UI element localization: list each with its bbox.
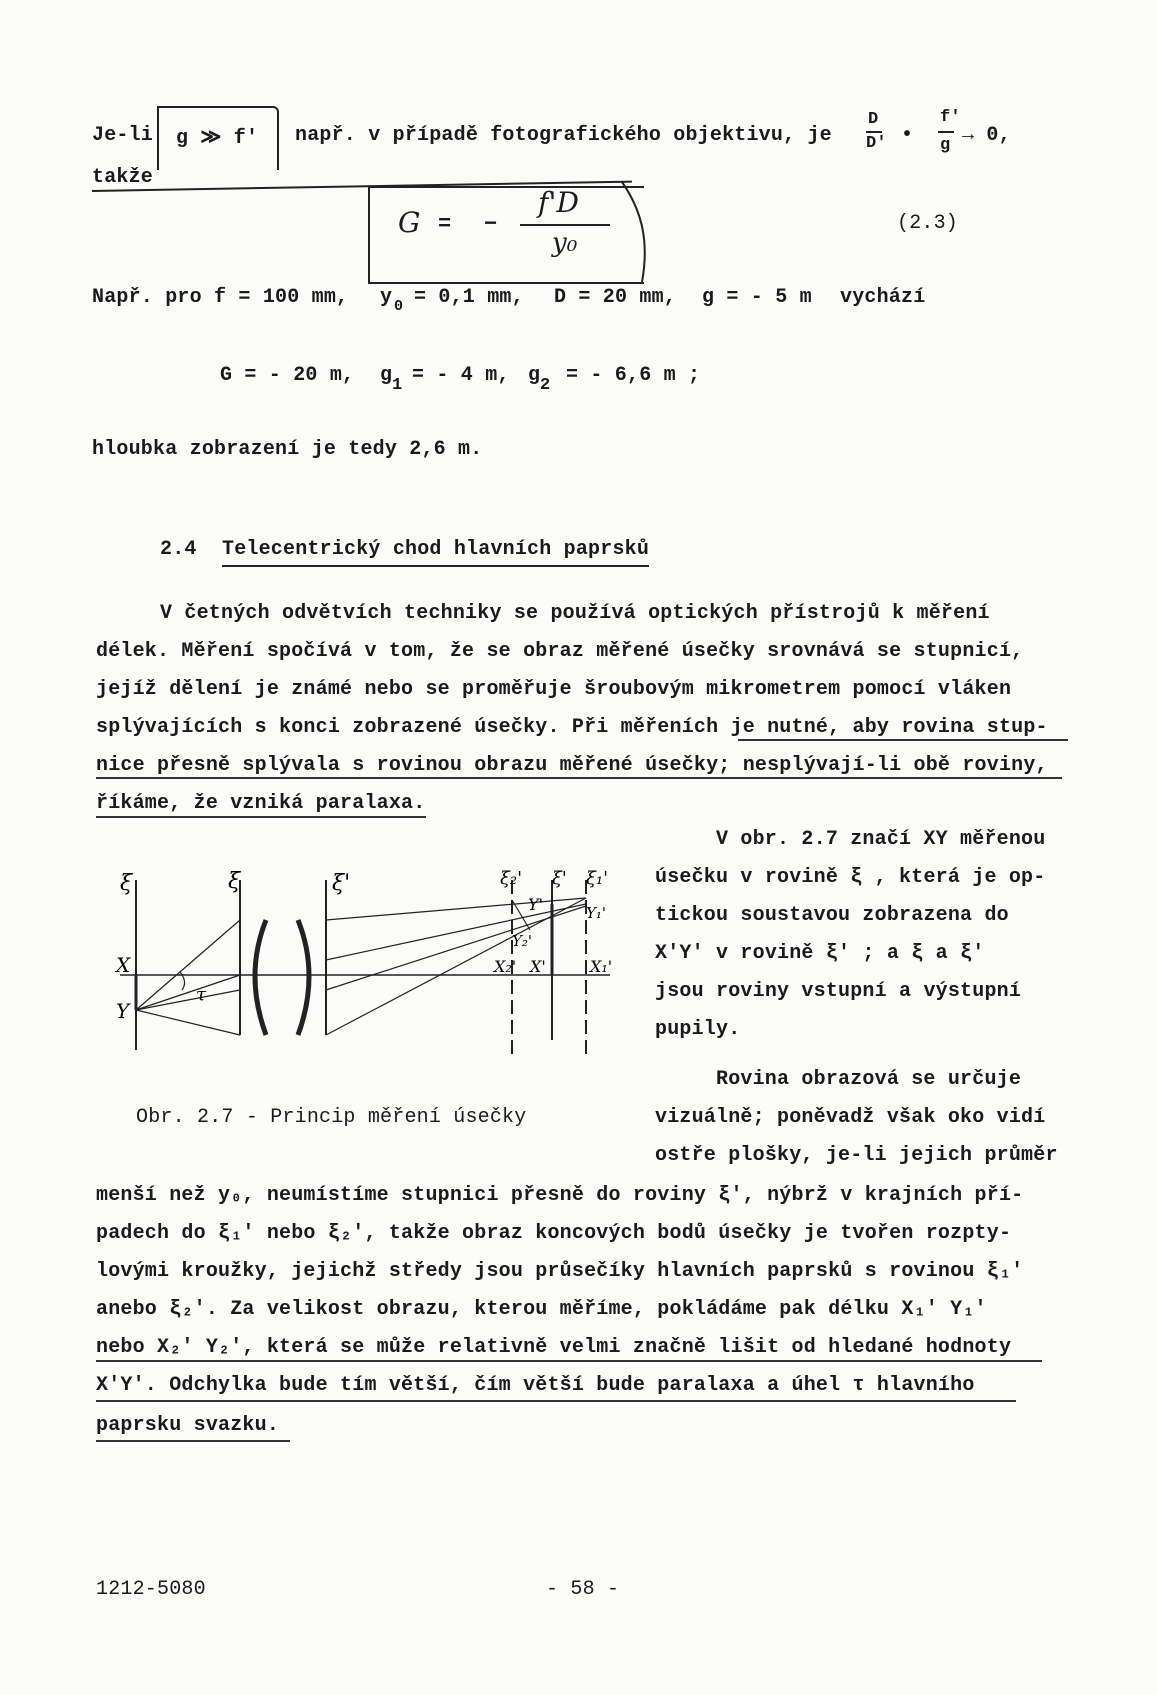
optics-figure xyxy=(110,860,630,1070)
underline-1 xyxy=(738,739,1068,741)
para2-line: anebo ξ₂'. Za velikost obrazu, kterou měříme, pokládáme pak délku X₁' Y₁' xyxy=(96,1298,987,1321)
underline-2 xyxy=(96,777,1062,779)
right-col-line: ostře plošky, je-li jejich průměr xyxy=(655,1144,1058,1167)
example-line3: hloubka zobrazení je tedy 2,6 m. xyxy=(92,438,483,461)
right-col-line: X'Y' v rovině ξ' ; a ξ a ξ' xyxy=(655,942,985,965)
label-xip: ξ' xyxy=(552,868,567,889)
ratio2-num: f' xyxy=(940,108,961,127)
footer-code: 1212-5080 xyxy=(96,1578,206,1601)
example-line1-b: = 0,1 mm, xyxy=(414,286,524,309)
label-xi1p: ξ₁' xyxy=(586,868,609,889)
example-line2-b: g xyxy=(380,364,393,387)
section-number: 2.4 xyxy=(160,538,197,561)
label-Xp: X' xyxy=(530,957,546,976)
label-tau: τ xyxy=(196,984,206,1005)
eq-minus: − xyxy=(484,212,498,237)
ray xyxy=(136,920,240,1010)
ray xyxy=(136,1010,240,1035)
example-line2-a: G = - 20 m, xyxy=(220,364,355,387)
ratio1-num: D xyxy=(868,110,879,129)
label-X: X xyxy=(116,953,131,977)
label-Y2p: Y₂' xyxy=(512,932,533,950)
para1-line: říkáme, že vzniká paralaxa. xyxy=(96,792,426,815)
right-col-line: V obr. 2.7 značí XY měřenou xyxy=(716,828,1046,851)
ray xyxy=(326,904,586,960)
section-title: Telecentrický chod hlavních paprsků xyxy=(222,538,649,567)
example-y-sub: 0 xyxy=(394,298,404,315)
arrow-text: → 0, xyxy=(962,124,1011,147)
para2-line: menší než y₀, neumístíme stupnici přesně do roviny ξ', nýbrž v krajních pří- xyxy=(96,1184,1024,1207)
label-X2p: X₂' xyxy=(494,957,517,976)
right-col-line: úsečku v rovině ξ , která je op- xyxy=(655,866,1046,889)
underline-5 xyxy=(96,1400,1016,1402)
label-Y1p: Y₁' xyxy=(586,904,607,922)
ray xyxy=(326,898,586,920)
eq-sign: = xyxy=(438,212,452,237)
eq-numerator: f'D xyxy=(538,186,580,219)
para1-line: splývajících s konci zobrazené úsečky. Při měřeních je nutné, aby rovina stup- xyxy=(96,716,1048,739)
para2-line: nebo X₂' Y₂', která se může relativně velmi značně lišit od hledané hodnoty xyxy=(96,1336,1012,1359)
underline-6 xyxy=(96,1440,290,1442)
equation-box-curve xyxy=(620,178,654,286)
ratio2-bar xyxy=(938,131,954,133)
top-rest-text: např. v případě fotografického objektivu, je xyxy=(295,124,832,147)
right-col-line: tickou soustavou zobrazena do xyxy=(655,904,1009,927)
eq-denominator: y₀ xyxy=(552,228,578,258)
example-line2-e: = - 6,6 m ; xyxy=(566,364,701,387)
example-line2-b-sub: 1 xyxy=(392,376,403,395)
ray xyxy=(326,906,586,990)
label-Y: Y xyxy=(116,999,130,1023)
label-xi: ξ xyxy=(120,871,133,896)
ratio1-bar xyxy=(866,131,882,133)
example-line2-c: = - 4 m, xyxy=(412,364,510,387)
page-number: - 58 - xyxy=(546,1578,620,1601)
example-line1-d: g = - 5 m xyxy=(702,286,812,309)
lens-2 xyxy=(298,920,309,1035)
para2-line: padech do ξ₁' nebo ξ₂', takže obraz koncových bodů úsečky je tvořen rozpty- xyxy=(96,1222,1012,1245)
para1-line: nice přesně splývala s rovinou obrazu měřené úsečky; nesplývají-li obě roviny, xyxy=(96,754,1048,777)
eq-number: (2.3) xyxy=(897,212,959,235)
label-xi-entrance: ξ xyxy=(228,869,241,894)
dot-text: • xyxy=(901,124,914,147)
ratio2-den: g xyxy=(940,136,951,155)
underline-3 xyxy=(96,816,426,818)
example-line1-c: D = 20 mm, xyxy=(554,286,677,309)
figure-caption: Obr. 2.7 - Princip měření úsečky xyxy=(136,1106,527,1129)
right-col-line: vizuálně; poněvadž však oko vidí xyxy=(655,1106,1046,1129)
para1-line: jejíž dělení je známé nebo se proměřuje šroubovým mikrometrem pomocí vláken xyxy=(96,678,1012,701)
label-xi2p: ξ₂' xyxy=(500,868,523,889)
condition-text: g ≫ f' xyxy=(176,127,259,150)
example-line1-e: vychází xyxy=(840,286,926,309)
eq-lhs: G xyxy=(398,206,421,239)
right-col-line: jsou roviny vstupní a výstupní xyxy=(655,980,1022,1003)
para2-line: X'Y'. Odchylka bude tím větší, čím větší bude paralaxa a úhel τ hlavního xyxy=(96,1374,975,1397)
right-col-line: Rovina obrazová se určuje xyxy=(716,1068,1022,1091)
label-Yp: Y' xyxy=(528,895,543,914)
para1-line: délek. Měření spočívá v tom, že se obraz měřené úsečky srovnává se stupnicí, xyxy=(96,640,1024,663)
example-line2-d-sub: 2 xyxy=(540,376,551,395)
label-X1p: X₁' xyxy=(590,957,613,976)
underline-4 xyxy=(96,1360,1042,1362)
para1-line: V četných odvětvích techniky se používá optických přístrojů k měření xyxy=(160,602,990,625)
label-xi-exit: ξ' xyxy=(332,871,351,896)
example-line2-d: g xyxy=(528,364,541,387)
eq-fraction-bar xyxy=(520,224,610,226)
example-y: y xyxy=(380,286,393,309)
jeli-text: Je-li xyxy=(92,124,154,147)
lens-1 xyxy=(255,920,266,1035)
takze-text: takže xyxy=(92,166,154,189)
para2-line: lovými kroužky, jejichž středy jsou průsečíky hlavních paprsků s rovinou ξ₁' xyxy=(96,1260,1024,1283)
right-col-line: pupily. xyxy=(655,1018,741,1041)
para2-line: paprsku svazku. xyxy=(96,1414,280,1437)
example-line1-a: Např. pro f = 100 mm, xyxy=(92,286,349,309)
ratio1-den: D' xyxy=(866,134,887,153)
